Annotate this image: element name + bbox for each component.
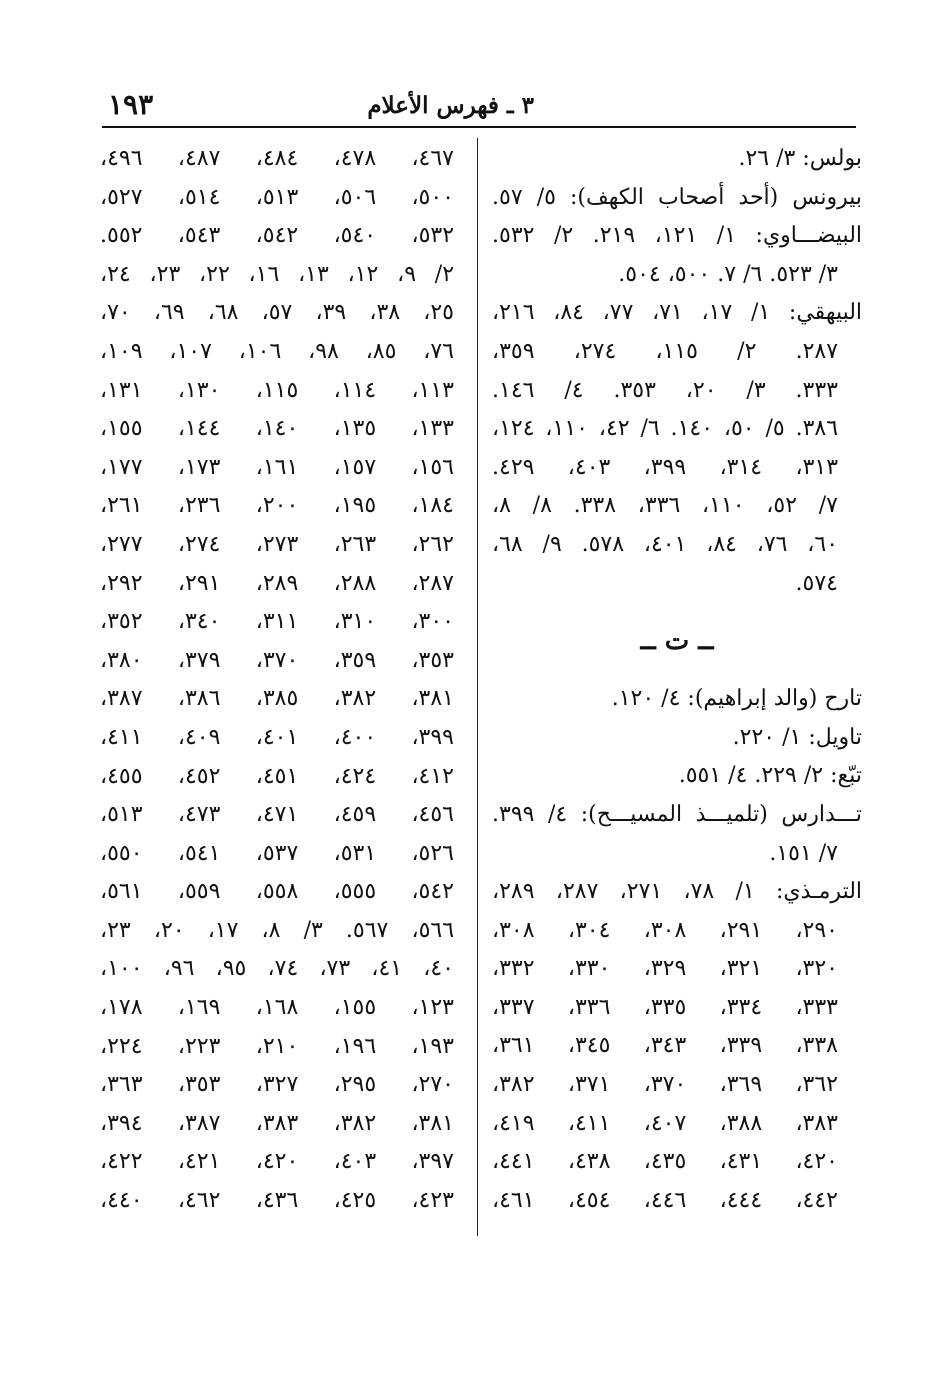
section-heading-ta: ــ ت ــ <box>640 626 714 657</box>
index-line: ٧/ ٥٢، ١١٠، ٣٣٦، ٣٣٨. ٨/ ٨، <box>492 493 838 519</box>
index-line: ٢/ ٩، ١٢، ١٣، ١٦، ٢٢، ٢٣، ٢٤، <box>100 261 454 287</box>
index-line: البيضـــاوي: ١/ ١٢١، ٢١٩. ٢/ ٥٣٢. <box>492 223 862 249</box>
index-line: ٤٤٢، ٤٤٤، ٤٤٦، ٤٥٤، ٤٦١، <box>492 1187 838 1213</box>
index-line: تاويل: ١/ ٢٢٠. <box>732 724 862 750</box>
index-line: ١٨٤، ١٩٥، ٢٠٠، ٢٣٦، ٢٦١، <box>100 493 454 519</box>
index-line: ٦٠، ٧٦، ٨٤، ٤٠١، ٥٧٨. ٩/ ٦٨، <box>492 531 839 557</box>
index-line: ٢٧٠، ٢٩٥، ٣٢٧، ٣٥٣، ٣٦٣، <box>100 1072 454 1098</box>
index-line: ٣٩٩، ٤٠٠، ٤٠١، ٤٠٩، ٤١١، <box>100 724 454 750</box>
page-header <box>108 86 854 126</box>
left-column <box>100 140 454 1221</box>
index-line: ٤٦٧، ٤٧٨، ٤٨٤، ٤٨٧، ٤٩٦، <box>100 146 454 171</box>
index-line: ١١٣، ١١٤، ١١٥، ١٣٠، ١٣١، <box>100 377 454 403</box>
index-line: ٣٨٦. ٥/ ٥٠، ١٤٠. ٦/ ٤٢، ١١٠، ١٢٤، <box>492 416 839 442</box>
header-rule <box>102 126 856 128</box>
index-line: ٥٤٢، ٥٥٥، ٥٥٨، ٥٥٩، ٥٦١، <box>100 879 454 905</box>
index-line: ٤٢٠، ٤٣١، ٤٣٥، ٤٣٨، ٤٤١، <box>492 1149 838 1175</box>
index-line: ٣٨٣، ٣٨٨، ٤٠٧، ٤١١، ٤١٩، <box>492 1110 838 1136</box>
index-line: ١٥٦، ١٥٧، ١٦١، ١٧٣، ١٧٧، <box>100 454 454 480</box>
right-column <box>492 140 862 1220</box>
index-line: ٥٢٦، ٥٣١، ٥٣٧، ٥٤١، ٥٥٠، <box>100 840 454 866</box>
index-line: ٥٧٤. <box>795 570 838 596</box>
index-line: بولس: ٣/ ٢٦. <box>738 146 862 171</box>
running-title: ٣ ـ فهرس الأعلام <box>367 92 534 119</box>
index-line: ٤١٢، ٤٢٤، ٤٥١، ٤٥٢، ٤٥٥، <box>100 763 454 789</box>
index-line: ٣١٣، ٣١٤، ٣٩٩، ٤٠٣، ٤٢٩. <box>492 454 839 480</box>
index-line: ٤٠، ٤١، ٧٣، ٧٤، ٩٥، ٩٦، ١٠٠، <box>100 956 454 982</box>
index-line: ٥٣٢، ٥٤٠، ٥٤٢، ٥٤٣، ٥٥٢. <box>100 223 454 249</box>
index-line: ٢٨٧. ٢/ ١١٥، ٢٧٤، ٣٥٩، <box>492 338 839 364</box>
index-line: ٣/ ٥٢٣. ٦/ ٧. ٥٠٠، ٥٠٤. <box>618 261 838 287</box>
index-line: ٣٥٣، ٣٥٩، ٣٧٠، ٣٧٩، ٣٨٠، <box>100 647 454 673</box>
index-line: ٢٥، ٣٨، ٣٩، ٥٧، ٦٨، ٦٩، ٧٠، <box>100 300 454 326</box>
page-number: ١٩٣ <box>108 88 154 121</box>
index-line: ٢٦٢، ٢٦٣، ٢٧٣، ٢٧٤، ٢٧٧، <box>100 531 454 557</box>
index-line: ١٢٣، ١٥٥، ١٦٨، ١٦٩، ١٧٨، <box>100 995 454 1021</box>
index-line: ٤٢٣، ٤٢٥، ٤٣٦، ٤٦٢، ٤٤٠، <box>100 1188 454 1214</box>
index-line: تـــدارس (تلميـــذ المسيـــح): ٤/ ٣٩٩. <box>492 801 862 827</box>
index-line: ٤٥٦، ٤٥٩، ٤٧١، ٤٧٣، ٥١٣، <box>100 802 454 828</box>
block-ba <box>492 140 862 603</box>
index-line: تارح (والد إبراهيم): ٤/ ١٢٠. <box>611 686 862 712</box>
index-line: ٥٠٠، ٥٠٦، ٥١٣، ٥١٤، ٥٢٧، <box>100 184 454 210</box>
index-line: ٣٩٧، ٤٠٣، ٤٢٠، ٤٢١، ٤٢٢، <box>100 1149 454 1175</box>
index-line: ٢٨٧، ٢٨٨، ٢٨٩، ٢٩١، ٢٩٢، <box>100 570 454 596</box>
index-line: ٣٣٣. ٣/ ٢٠، ٣٥٣. ٤/ ١٤٦. <box>492 377 838 403</box>
column-divider <box>477 138 478 1236</box>
index-line: تبّع: ٢/ ٢٢٩. ٤/ ٥٥١. <box>678 763 862 789</box>
index-line: ٣٨١، ٣٨٢، ٣٨٣، ٣٨٧، ٣٩٤، <box>100 1110 454 1136</box>
index-line: ٧٦، ٨٥، ٩٨، ١٠٦، ١٠٧، ١٠٩، <box>100 338 454 364</box>
index-line: ٥٦٦، ٥٦٧. ٣/ ٨، ١٧، ٢٠، ٢٣، <box>100 917 454 943</box>
index-line: ١٣٣، ١٣٥، ١٤٠، ١٤٤، ١٥٥، <box>100 416 454 442</box>
index-line: ٢٩٠، ٢٩١، ٣٠٨، ٣٠٤، ٣٠٨، <box>492 917 838 943</box>
index-line: ٣٣٣، ٣٣٤، ٣٣٥، ٣٣٦، ٣٣٧، <box>492 994 838 1020</box>
index-line: بيرونس (أحد أصحاب الكهف): ٥/ ٥٧. <box>492 184 862 210</box>
index-line: ٣٨١، ٣٨٢، ٣٨٥، ٣٨٦، ٣٨٧، <box>100 686 454 712</box>
index-line: ١٩٣، ١٩٦، ٢١٠، ٢٢٣، ٢٢٤، <box>100 1033 454 1059</box>
index-line: ٧/ ١٥١. <box>769 840 838 866</box>
block-ta <box>492 680 862 1220</box>
index-line: ٣٣٨، ٣٣٩، ٣٤٣، ٣٤٥، ٣٦١، <box>492 1033 838 1059</box>
index-line: ٣٦٢، ٣٦٩، ٣٧٠، ٣٧١، ٣٨٢، <box>492 1072 838 1098</box>
index-line: الترمـذي: ١/ ٧٨، ٢٧١، ٢٨٧، ٢٨٩، <box>492 879 862 905</box>
index-line: البيهقي: ١/ ١٧، ٧١، ٧٧، ٨٤، ٢١٦، <box>492 300 862 326</box>
index-line: ٣٠٠، ٣١٠، ٣١١، ٣٤٠، ٣٥٢، <box>100 609 454 635</box>
index-line: ٣٢٠، ٣٢١، ٣٢٩، ٣٣٠، ٣٣٢، <box>492 956 838 982</box>
